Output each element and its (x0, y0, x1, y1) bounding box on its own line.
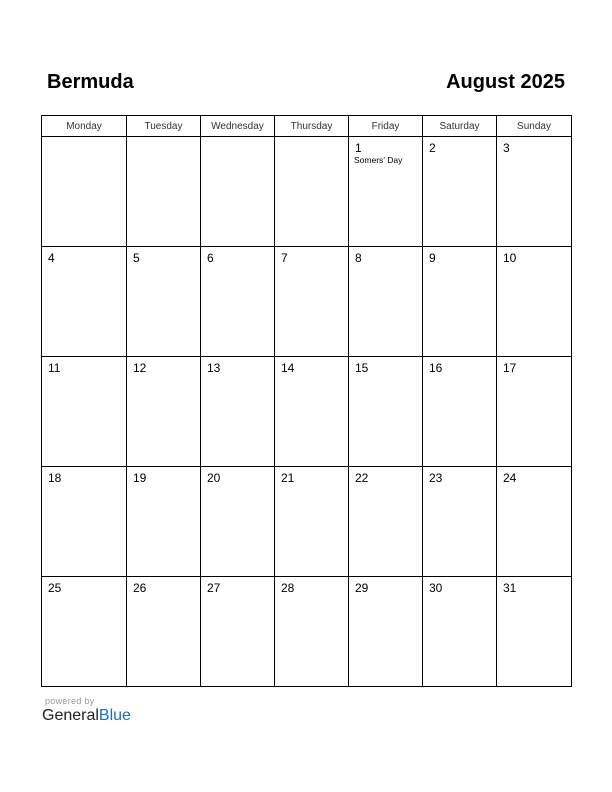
day-cell (349, 467, 423, 577)
day-number: 7 (281, 251, 288, 265)
day-number: 15 (355, 361, 369, 375)
week-row (42, 137, 572, 247)
powered-by-text: powered by (45, 696, 95, 706)
empty-day-cell (201, 137, 275, 247)
week-row (42, 247, 572, 357)
day-number: 14 (281, 361, 295, 375)
weekday-tuesday: Tuesday (127, 116, 201, 137)
weekday-saturday: Saturday (423, 116, 497, 137)
day-number: 2 (429, 141, 436, 155)
weekday-sunday: Sunday (497, 116, 572, 137)
day-cell (275, 357, 349, 467)
brand-blue: Blue (98, 707, 131, 724)
day-cell (201, 357, 275, 467)
day-cell (423, 467, 497, 577)
day-number: 16 (429, 361, 443, 375)
day-cell (497, 577, 572, 687)
day-number: 8 (355, 251, 362, 265)
weekday-friday: Friday (349, 116, 423, 137)
weekday-header-row (42, 116, 572, 137)
day-cell (497, 247, 572, 357)
day-cell (349, 247, 423, 357)
day-number: 4 (48, 251, 55, 265)
week-row (42, 357, 572, 467)
day-number: 13 (207, 361, 221, 375)
day-cell (201, 577, 275, 687)
day-number: 27 (207, 581, 221, 595)
day-number: 5 (133, 251, 140, 265)
week-row (42, 577, 572, 687)
day-number: 20 (207, 471, 221, 485)
day-number: 19 (133, 471, 147, 485)
day-cell (423, 137, 497, 247)
day-cell (275, 467, 349, 577)
day-number: 29 (355, 581, 369, 595)
day-cell (349, 137, 423, 247)
empty-day-cell (42, 137, 127, 247)
day-number: 18 (48, 471, 62, 485)
day-cell (349, 357, 423, 467)
day-cell (42, 247, 127, 357)
day-number: 9 (429, 251, 436, 265)
country-title: Bermuda (47, 71, 134, 93)
day-cell (42, 577, 127, 687)
day-number: 11 (48, 361, 61, 375)
day-cell (275, 247, 349, 357)
weekday-wednesday: Wednesday (201, 116, 275, 137)
week-row (42, 467, 572, 577)
day-cell (497, 137, 572, 247)
day-cell (497, 467, 572, 577)
day-number: 21 (281, 471, 295, 485)
day-cell (201, 467, 275, 577)
day-number: 28 (281, 581, 295, 595)
day-number: 23 (429, 471, 443, 485)
footer (42, 696, 131, 725)
day-number: 31 (503, 581, 517, 595)
month-title: August 2025 (446, 71, 565, 93)
empty-day-cell (275, 137, 349, 247)
day-cell (127, 577, 201, 687)
day-number: 17 (503, 361, 517, 375)
day-cell (201, 247, 275, 357)
weekday-monday: Monday (42, 116, 127, 137)
day-cell (349, 577, 423, 687)
generalblue-logo (42, 707, 131, 725)
day-number: 10 (503, 251, 517, 265)
empty-day-cell (127, 137, 201, 247)
day-number: 24 (503, 471, 517, 485)
day-cell (423, 357, 497, 467)
calendar-grid (41, 115, 572, 687)
day-cell (497, 357, 572, 467)
day-number: 6 (207, 251, 214, 265)
holiday-label: Somers’ Day (354, 155, 403, 165)
day-cell (275, 577, 349, 687)
day-cell (127, 247, 201, 357)
day-cell (42, 357, 127, 467)
day-cell (127, 357, 201, 467)
day-number: 1 (355, 141, 362, 155)
calendar-header (41, 71, 565, 101)
day-number: 30 (429, 581, 443, 595)
day-cell (423, 247, 497, 357)
day-cell (423, 577, 497, 687)
day-number: 12 (133, 361, 147, 375)
brand-general: General (42, 707, 99, 724)
day-number: 3 (503, 141, 510, 155)
day-cell (127, 467, 201, 577)
day-cell (42, 467, 127, 577)
day-number: 25 (48, 581, 62, 595)
day-number: 26 (133, 581, 147, 595)
day-number: 22 (355, 471, 369, 485)
weekday-thursday: Thursday (275, 116, 349, 137)
